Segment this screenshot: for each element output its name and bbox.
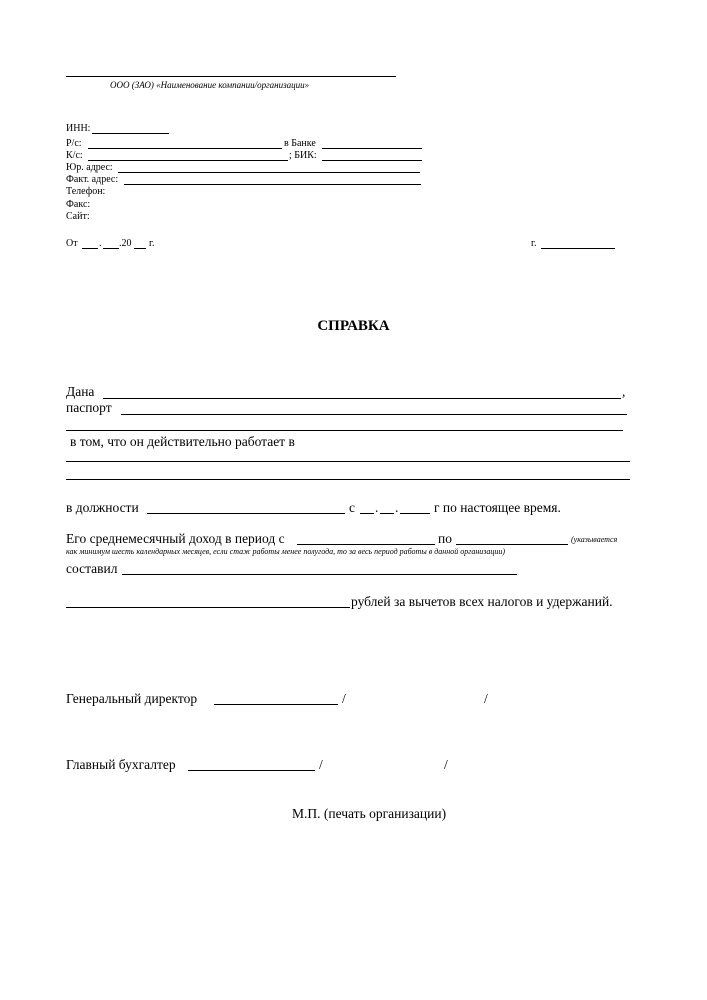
- given-comma: ,: [622, 384, 626, 399]
- employer-field-1[interactable]: [66, 461, 630, 462]
- amount-field[interactable]: [122, 574, 517, 575]
- amount-label: составил: [66, 561, 118, 576]
- income-to-label: по: [438, 531, 452, 546]
- document-title: СПРАВКА: [317, 318, 390, 334]
- director-signature-field[interactable]: [214, 704, 338, 705]
- rs-label: Р/с:: [66, 138, 82, 149]
- since-year-field[interactable]: [400, 513, 430, 514]
- city-field[interactable]: [541, 248, 615, 249]
- date-year-field[interactable]: [134, 248, 146, 249]
- date-suffix: г.: [149, 238, 155, 249]
- accountant-slash-1: /: [319, 757, 323, 772]
- date-month-field[interactable]: [103, 248, 119, 249]
- inn-field[interactable]: [92, 133, 169, 134]
- company-name-line: [66, 76, 396, 77]
- given-label: Дана: [66, 384, 95, 399]
- income-from-field[interactable]: [297, 544, 435, 545]
- since-label: с: [349, 500, 355, 515]
- legal-address-field[interactable]: [118, 172, 420, 173]
- position-field[interactable]: [147, 513, 345, 514]
- date-dot: .: [99, 238, 102, 249]
- company-caption: ООО (ЗАО) «Наименование компании/организации»: [110, 80, 310, 90]
- bik-label: ; БИК:: [289, 150, 317, 161]
- stamp-place: М.П. (печать организации): [292, 806, 447, 821]
- given-name-field[interactable]: [103, 398, 621, 399]
- bik-field[interactable]: [322, 160, 422, 161]
- ks-field[interactable]: [88, 160, 288, 161]
- employer-field-2[interactable]: [66, 479, 630, 480]
- income-label: Его среднемесячный доход в период с: [66, 531, 285, 546]
- inn-label: ИНН:: [66, 123, 91, 134]
- till-now-text: г по настоящее время.: [434, 500, 561, 515]
- rs-field[interactable]: [88, 148, 282, 149]
- since-dot-1: .: [375, 500, 379, 515]
- accountant-label: Главный бухгалтер: [66, 757, 176, 772]
- date-day-field[interactable]: [82, 248, 98, 249]
- accountant-slash-2: /: [444, 757, 448, 772]
- since-dot-2: .: [395, 500, 399, 515]
- site-label: Сайт:: [66, 211, 90, 222]
- actual-address-label: Факт. адрес:: [66, 174, 119, 185]
- works-text: в том, что он действительно работает в: [70, 434, 295, 449]
- city-label: г.: [531, 238, 537, 249]
- position-label: в должности: [66, 500, 139, 515]
- director-slash-1: /: [342, 691, 346, 706]
- income-note-1: (указывается: [571, 535, 618, 544]
- ks-label: К/с:: [66, 150, 83, 161]
- passport-field-cont[interactable]: [66, 430, 623, 431]
- actual-address-field[interactable]: [124, 184, 421, 185]
- date-label: От: [66, 238, 78, 249]
- director-slash-2: /: [484, 691, 488, 706]
- director-label: Генеральный директор: [66, 691, 198, 706]
- rubles-text: рублей за вычетов всех налогов и удержаний.: [351, 594, 613, 609]
- since-month-field[interactable]: [380, 513, 394, 514]
- fax-label: Факс:: [66, 199, 91, 210]
- bank-field[interactable]: [322, 148, 422, 149]
- bank-label: в Банке: [284, 138, 316, 149]
- amount-words-field[interactable]: [66, 607, 350, 608]
- income-note-2: как минимум шесть календарных месяцев, если стаж работы менее полугода, то за весь период работы в данной организации): [66, 547, 506, 556]
- passport-label: паспорт: [66, 400, 112, 415]
- passport-field[interactable]: [121, 414, 627, 415]
- since-day-field[interactable]: [360, 513, 374, 514]
- accountant-signature-field[interactable]: [188, 770, 315, 771]
- phone-label: Телефон:: [66, 186, 106, 197]
- income-to-field[interactable]: [456, 544, 568, 545]
- legal-address-label: Юр. адрес:: [66, 162, 113, 173]
- date-year-prefix: .20: [119, 238, 132, 249]
